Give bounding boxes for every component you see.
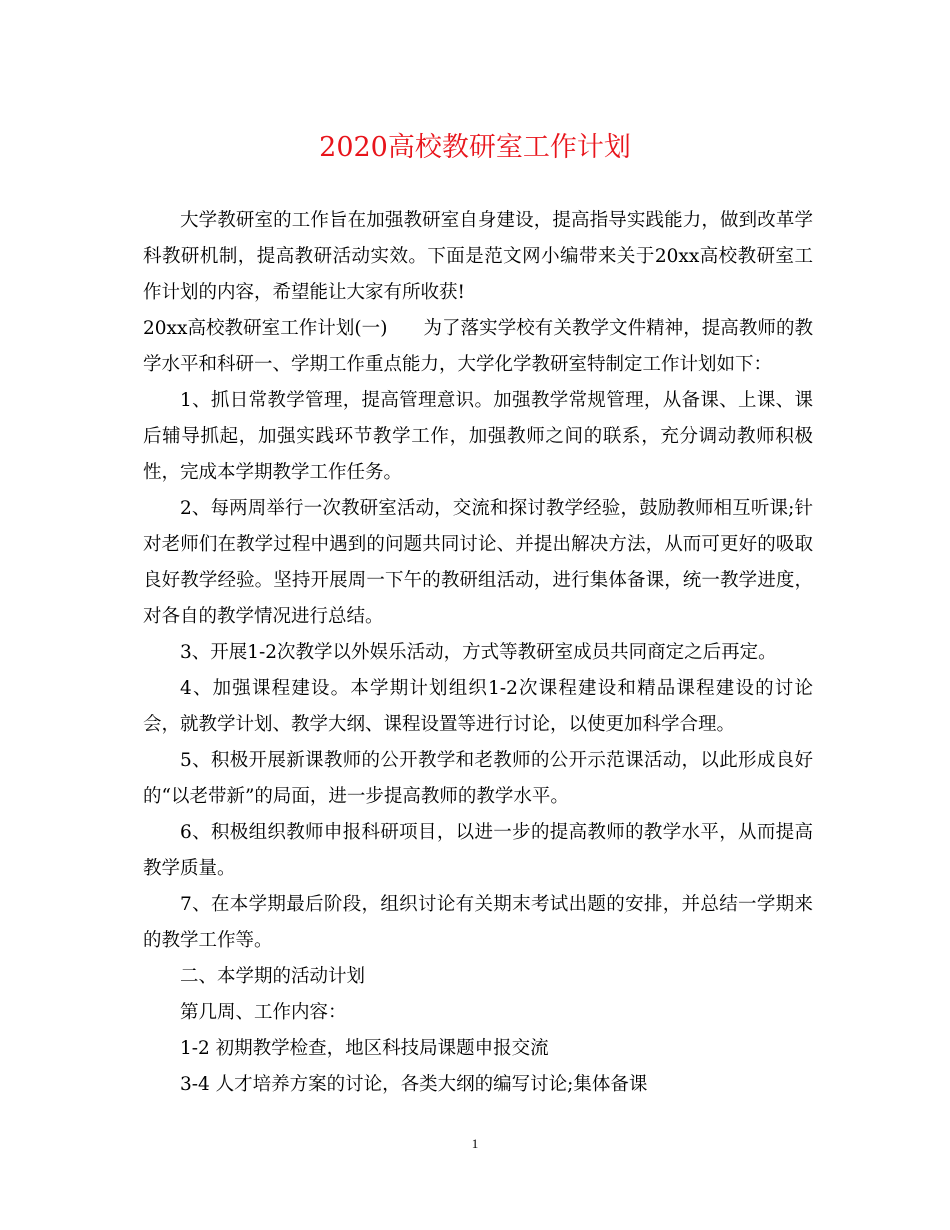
plan-heading: 20xx高校教研室工作计划(一) — [143, 318, 388, 339]
schedule-heading: 第几周、工作内容： — [180, 1002, 347, 1023]
schedule-item: 3-4 人才培养方案的讨论，各类大纲的编写讨论;集体备课 — [180, 1074, 648, 1095]
list-item: 2、每两周举行一次教研室活动，交流和探讨教学经验，鼓励教师相互听课;针对老师们在教学过程中遇到的问题共同讨论、并提出解决方法，从而可更好的吸取良好教学经验。坚持开展周一下午的教研组活动，进行集体备课，统一教学进度，对各自的教学情况进行总结。 — [143, 498, 813, 627]
list-item: 5、积极开展新课教师的公开教学和老教师的公开示范课活动，以此形成良好的“以老带新”的局面，进一步提高教师的教学水平。 — [143, 750, 813, 807]
plan-intro: 为了落实学校有关教学文件精神，提高教师的教学水平和科研一、学期工作重点能力，大学化学教研室特制定工作计划如下： — [143, 318, 813, 375]
page-number: 1 — [471, 1136, 479, 1151]
schedule-item: 1-2 初期教学检查，地区科技局课题申报交流 — [180, 1038, 549, 1059]
document-title: 2020高校教研室工作计划 — [319, 132, 631, 163]
document-body — [143, 203, 813, 1103]
list-item: 1、抓日常教学管理，提高管理意识。加强教学常规管理，从备课、上课、课后辅导抓起，加强实践环节教学工作，加强教师之间的联系，充分调动教师积极性，完成本学期教学工作任务。 — [143, 390, 813, 483]
list-item: 3、开展1-2次教学以外娱乐活动，方式等教研室成员共同商定之后再定。 — [180, 642, 777, 663]
list-item: 7、在本学期最后阶段，组织讨论有关期末考试出题的安排，并总结一学期来的教学工作等。 — [143, 894, 813, 951]
section-heading: 二、本学期的活动计划 — [180, 966, 366, 987]
plan-paragraph — [143, 311, 813, 383]
intro-paragraph: 大学教研室的工作旨在加强教研室自身建设，提高指导实践能力，做到改革学科教研机制，提高教研活动实效。下面是范文网小编带来关于20xx高校教研室工作计划的内容，希望能让大家有所收获! — [143, 210, 813, 303]
list-item: 6、积极组织教师申报科研项目，以进一步的提高教师的教学水平，从而提高教学质量。 — [143, 822, 813, 879]
list-item: 4、加强课程建设。本学期计划组织1-2次课程建设和精品课程建设的讨论会，就教学计划、教学大纲、课程设置等进行讨论，以使更加科学合理。 — [143, 678, 813, 735]
